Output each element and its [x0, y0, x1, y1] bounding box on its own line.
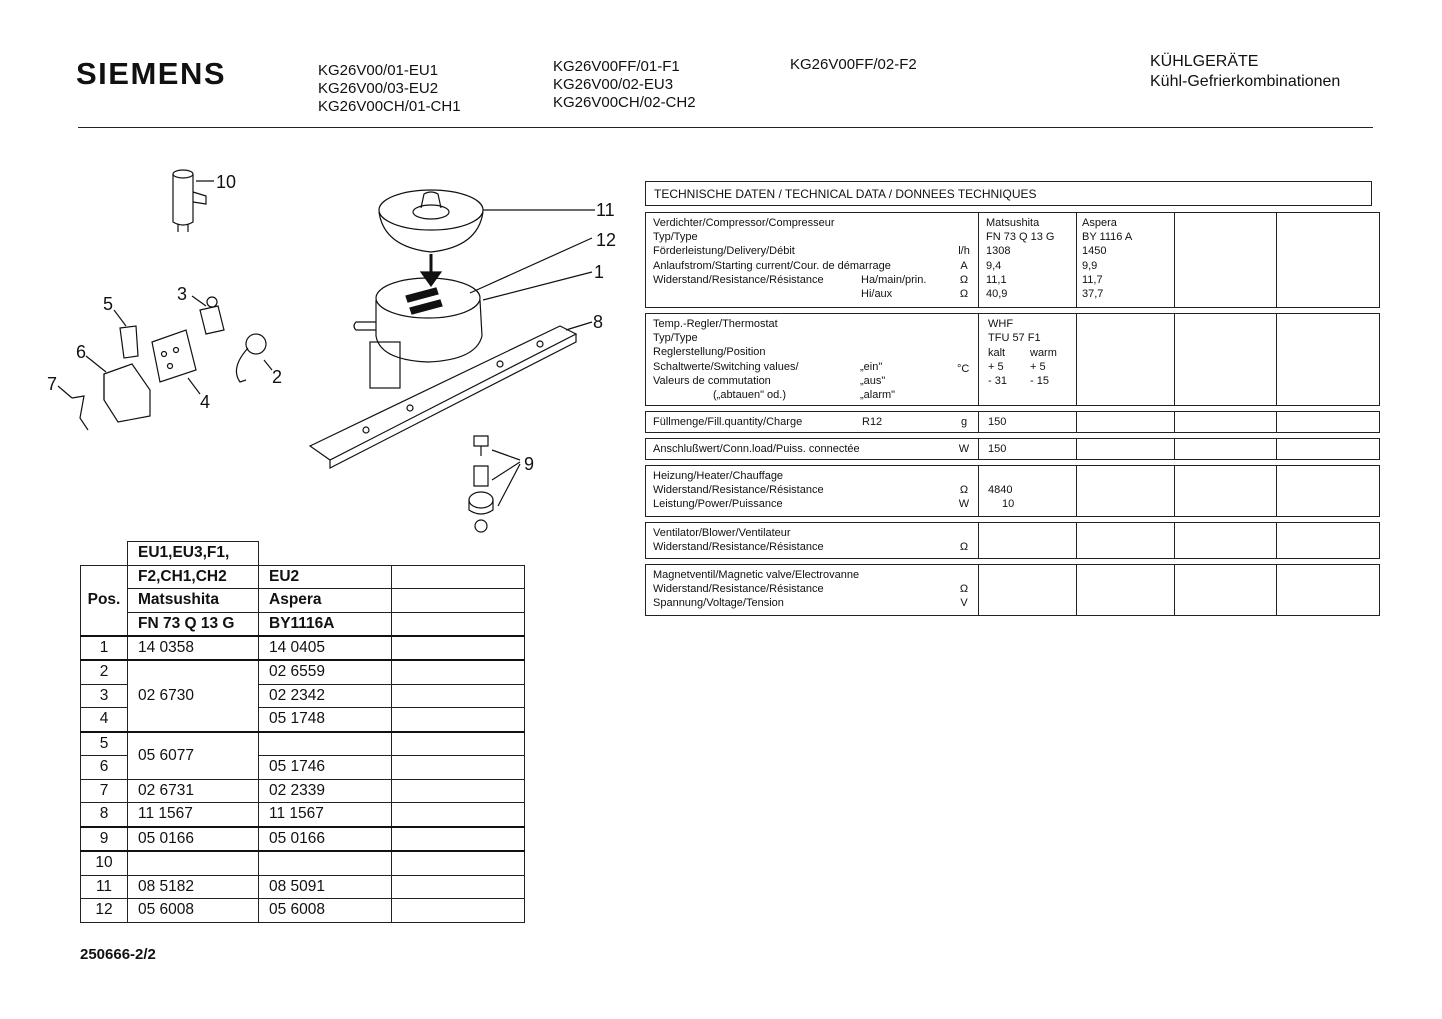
callout-label: 10 — [216, 172, 237, 192]
category-subtitle: Kühl-Gefrierkombinationen — [1150, 73, 1341, 90]
part-number-variant-b — [259, 732, 392, 756]
table-row — [81, 660, 525, 684]
position-number: 10 — [81, 851, 128, 875]
empty-cell — [392, 684, 525, 708]
parts-table — [80, 541, 525, 923]
part-number-variant-a: 05 0166 — [128, 827, 259, 852]
callout-label: 1 — [594, 262, 605, 282]
part-number-variant-a: 11 1567 — [128, 803, 259, 827]
empty-cell — [392, 708, 525, 732]
model-list-3 — [790, 56, 917, 74]
compressor-icon — [354, 278, 482, 388]
model-number: KG26V00/01-EU1 — [318, 62, 439, 79]
value: - 31 — [988, 375, 1007, 388]
mounting-kit-icon — [469, 436, 493, 532]
value: 9,4 — [986, 259, 1002, 272]
row-label: Verdichter/Compressor/Compresseur — [653, 217, 835, 229]
brand-logo: SIEMENS — [76, 56, 227, 91]
capacitor-part-icon — [173, 170, 206, 232]
row-label: Typ/Type — [653, 332, 698, 345]
value: 4840 — [988, 484, 1013, 497]
unit: Ω — [959, 541, 969, 554]
unit: Ω — [959, 273, 969, 286]
heater-block — [645, 465, 1380, 517]
category-heading — [1150, 52, 1340, 92]
row-label: Typ/Type — [653, 231, 698, 244]
switch-states — [860, 360, 895, 403]
kalt-values — [988, 346, 1007, 389]
part-number-variant-b: 05 1746 — [259, 756, 392, 780]
row-label: Widerstand/Resistance/Résistance — [653, 583, 824, 596]
relay-clip-icon — [120, 326, 138, 358]
model-header: FN 73 Q 13 G — [128, 612, 259, 636]
connected-load-block — [645, 438, 1380, 460]
header-divider — [78, 127, 1373, 128]
value: 11,7 — [1082, 273, 1103, 286]
value: WHF — [988, 318, 1014, 330]
table-row — [81, 803, 525, 827]
row-label: „alarm" — [860, 389, 896, 402]
callout-label: 12 — [596, 230, 617, 250]
part-number-variant-b: 05 1748 — [259, 708, 392, 732]
table-row — [81, 779, 525, 803]
callout-label: 4 — [200, 392, 211, 412]
model-number: KG26V00FF/01-F1 — [553, 58, 680, 75]
resistance-sub-labels — [861, 273, 926, 301]
valve-labels — [653, 568, 859, 611]
unit: °C — [957, 363, 970, 375]
callout-label: 7 — [47, 374, 58, 394]
value: TFU 57 F1 — [988, 332, 1041, 345]
part-number-variant-b: 08 5091 — [259, 875, 392, 899]
compressor-col-2 — [1082, 216, 1132, 301]
row-label: Heizung/Heater/Chauffage — [653, 470, 784, 482]
row-label: Magnetventil/Magnetic valve/Electrovanne — [653, 569, 860, 581]
empty-cell — [392, 899, 525, 923]
part-number-variant-a: 05 6077 — [128, 732, 259, 780]
part-number-variant-a: 08 5182 — [128, 875, 259, 899]
wire-clip-icon — [72, 396, 88, 430]
position-number: 5 — [81, 732, 128, 756]
row-label: Anschlußwert/Conn.load/Puiss. connectée — [653, 443, 860, 455]
starting-relay-icon — [200, 297, 224, 334]
value: 11,1 — [986, 273, 1007, 286]
position-number: 11 — [81, 875, 128, 899]
unit: l/h — [958, 245, 970, 258]
compressor-col-1 — [986, 216, 1054, 301]
model-list-1 — [318, 62, 461, 116]
table-row — [81, 636, 525, 661]
row-label: Spannung/Voltage/Tension — [653, 597, 784, 610]
empty-cell — [392, 660, 525, 684]
value: BY 1116 A — [1082, 231, 1133, 244]
category-title: KÜHLGERÄTE — [1150, 53, 1259, 70]
pos-header: Pos. — [81, 565, 128, 636]
position-number: 7 — [81, 779, 128, 803]
row-label: Ventilator/Blower/Ventilateur — [653, 527, 791, 539]
refrigerant: R12 — [862, 416, 883, 428]
value: 150 — [988, 443, 1007, 455]
model-number: KG26V00/02-EU3 — [553, 76, 674, 93]
variant-header: EU2 — [259, 565, 392, 589]
cable-clamp-icon — [236, 334, 266, 382]
empty-cell — [392, 875, 525, 899]
position-number: 6 — [81, 756, 128, 780]
unit: A — [960, 259, 968, 272]
row-label: Anlaufstrom/Starting current/Cour. de démarrage — [653, 259, 891, 272]
model-number: KG26V00/03-EU2 — [318, 80, 439, 97]
position-number: 4 — [81, 708, 128, 732]
empty-cell — [392, 732, 525, 756]
thermostat-col-1 — [988, 317, 1041, 345]
callout-label: 2 — [272, 367, 283, 387]
position-number: 2 — [81, 660, 128, 684]
model-list-2 — [553, 58, 696, 112]
table-row — [81, 732, 525, 756]
value: + 5 — [1030, 361, 1046, 374]
position-number: 3 — [81, 684, 128, 708]
exploded-parts-diagram — [0, 150, 640, 540]
row-label: Temp.-Regler/Thermostat — [653, 318, 778, 330]
protector-icon — [104, 364, 150, 422]
document-code: 250666-2/2 — [80, 946, 156, 963]
part-number-variant-a: 02 6731 — [128, 779, 259, 803]
callout-label: 11 — [596, 200, 615, 220]
value: FN 73 Q 13 G — [986, 231, 1055, 244]
unit-column — [954, 568, 974, 611]
row-label: Widerstand/Resistance/Résistance — [653, 484, 824, 497]
variant-header: EU1,EU3,F1, — [128, 542, 259, 566]
cover-plate-icon — [152, 330, 196, 382]
value: 1450 — [1082, 245, 1107, 258]
base-plate-icon — [310, 326, 576, 468]
unit-column — [954, 216, 974, 301]
part-number-variant-a: 05 6008 — [128, 899, 259, 923]
row-label: Förderleistung/Delivery/Débit — [653, 245, 795, 258]
valve-block — [645, 564, 1380, 616]
model-number: KG26V00CH/01-CH1 — [318, 98, 461, 115]
position-number: 1 — [81, 636, 128, 661]
unit-column — [954, 469, 974, 512]
row-label: Leistung/Power/Puissance — [653, 498, 783, 511]
value: Matsushita — [986, 217, 1040, 229]
callout-label: 8 — [593, 312, 604, 332]
empty-cell — [392, 756, 525, 780]
row-label: Widerstand/Resistance/Résistance — [653, 541, 824, 554]
unit: W — [958, 443, 970, 455]
manufacturer-header: Aspera — [259, 589, 392, 613]
value: - 15 — [1030, 375, 1049, 388]
row-label: „aus" — [860, 375, 886, 388]
model-header: BY1116A — [259, 612, 392, 636]
unit: W — [958, 498, 970, 511]
blower-labels — [653, 526, 824, 554]
empty-cell — [392, 636, 525, 661]
row-label: Reglerstellung/Position — [653, 346, 766, 359]
heater-values — [988, 469, 1014, 512]
value: 1308 — [986, 245, 1011, 258]
unit: Ω — [959, 287, 969, 300]
part-number-variant-b — [259, 851, 392, 875]
part-number-variant-b: 02 2342 — [259, 684, 392, 708]
evaporation-tray-icon — [379, 190, 483, 252]
part-number-variant-b: 05 6008 — [259, 899, 392, 923]
fill-block — [645, 411, 1380, 433]
value: 40,9 — [986, 288, 1008, 301]
manufacturer-header: Matsushita — [128, 589, 259, 613]
value: 10 — [1002, 498, 1015, 511]
empty-cell — [392, 779, 525, 803]
compressor-block — [645, 212, 1380, 308]
part-number-variant-a: 14 0358 — [128, 636, 259, 661]
model-number: KG26V00CH/02-CH2 — [553, 94, 696, 111]
unit-column — [954, 526, 974, 554]
table-row — [81, 851, 525, 875]
part-number-variant-a — [128, 851, 259, 875]
part-number-variant-b: 05 0166 — [259, 827, 392, 852]
callout-label: 5 — [103, 294, 114, 314]
row-label: Füllmenge/Fill.quantity/Charge — [653, 416, 803, 428]
empty-cell — [392, 851, 525, 875]
value: 9,9 — [1082, 259, 1098, 272]
unit: V — [960, 597, 968, 610]
row-label: „ein" — [860, 361, 883, 373]
callout-label: 3 — [177, 284, 188, 304]
part-number-variant-b: 11 1567 — [259, 803, 392, 827]
empty-cell — [392, 803, 525, 827]
part-number-variant-b: 02 6559 — [259, 660, 392, 684]
compressor-labels — [653, 216, 891, 287]
empty-cell — [392, 827, 525, 852]
row-label: Ha/main/prin. — [861, 274, 927, 286]
table-row — [81, 827, 525, 852]
row-label: Hi/aux — [861, 288, 893, 301]
model-number: KG26V00FF/02-F2 — [790, 56, 917, 73]
value: 37,7 — [1082, 288, 1104, 301]
unit: Ω — [959, 583, 969, 596]
heater-labels — [653, 469, 824, 512]
value: + 5 — [988, 361, 1004, 374]
value: 150 — [988, 416, 1007, 428]
position-number: 8 — [81, 803, 128, 827]
row-label: („abtauen" od.) — [713, 389, 787, 402]
row-label: Widerstand/Resistance/Résistance — [653, 273, 824, 286]
position-number: 12 — [81, 899, 128, 923]
callout-label: 9 — [524, 454, 535, 474]
blower-block — [645, 522, 1380, 559]
warm-values — [1030, 346, 1057, 389]
part-number-variant-b: 14 0405 — [259, 636, 392, 661]
thermostat-labels — [653, 317, 799, 402]
value: Aspera — [1082, 217, 1117, 229]
thermostat-block — [645, 313, 1380, 406]
part-number-variant-b: 02 2339 — [259, 779, 392, 803]
unit: g — [960, 416, 968, 428]
tech-data-title: TECHNISCHE DATEN / TECHNICAL DATA / DONNEES TECHNIQUES — [645, 181, 1372, 206]
value: warm — [1030, 347, 1057, 359]
row-label: Schaltwerte/Switching values/ — [653, 360, 799, 373]
unit: Ω — [959, 484, 969, 497]
row-label: Valeurs de commutation — [653, 374, 771, 387]
table-row — [81, 899, 525, 923]
callout-label: 6 — [76, 342, 87, 362]
table-row — [81, 875, 525, 899]
variant-header: F2,CH1,CH2 — [128, 565, 259, 589]
position-number: 9 — [81, 827, 128, 852]
part-number-variant-a: 02 6730 — [128, 660, 259, 732]
value: kalt — [988, 347, 1006, 359]
